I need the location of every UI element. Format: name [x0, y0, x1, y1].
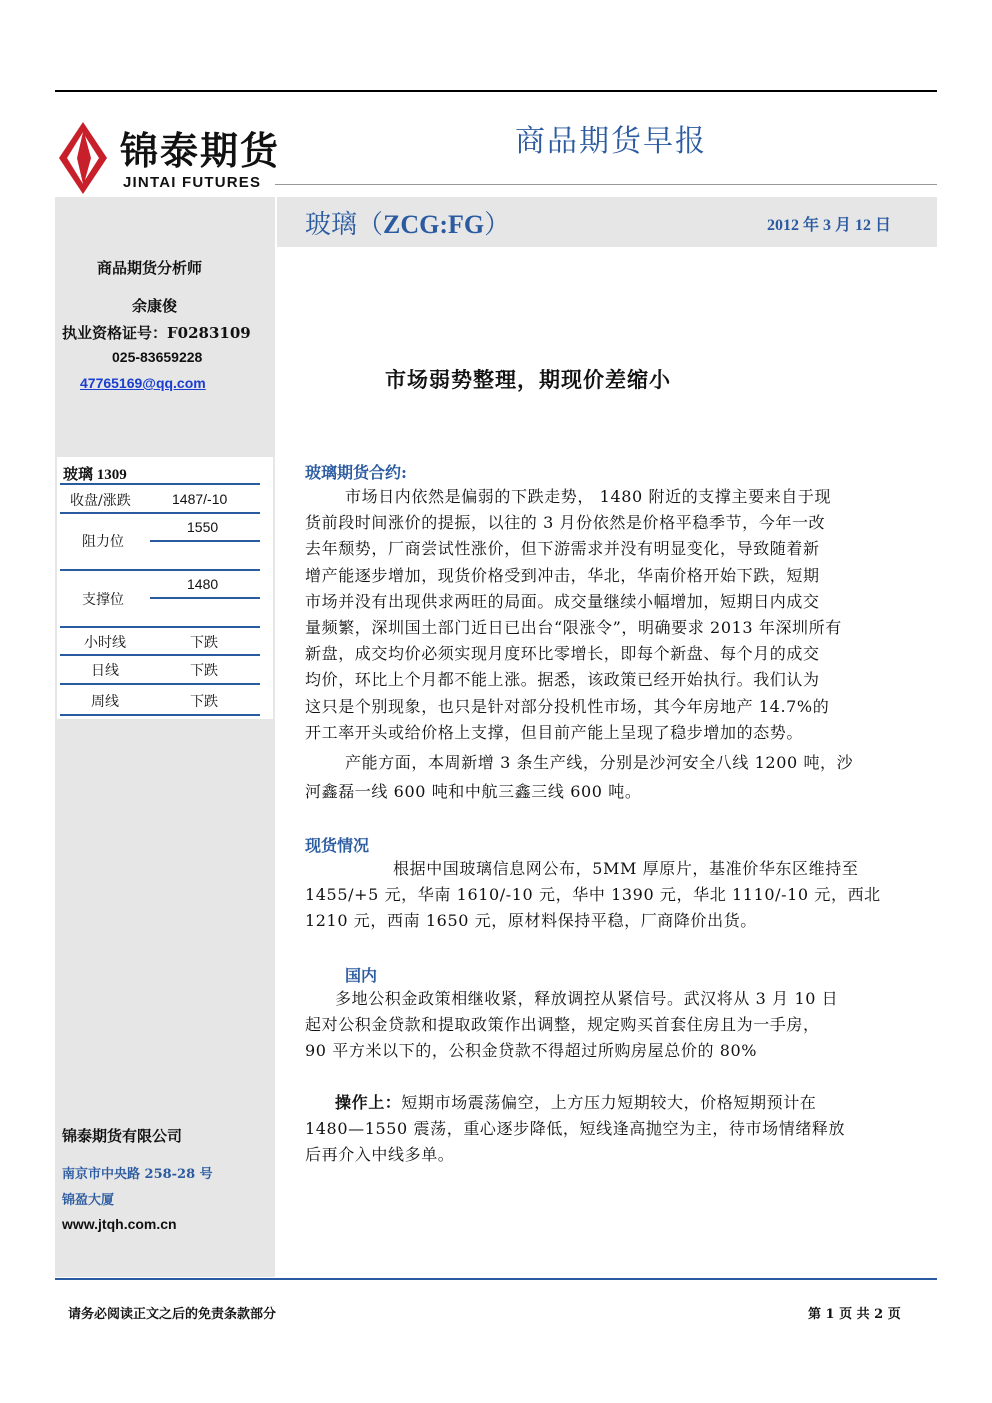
- section-title-contract: 玻璃期货合约:: [305, 463, 407, 482]
- analyst-role: 商品期货分析师: [97, 259, 203, 277]
- company-address-line1: 南京市中央路 258-28 号: [62, 1167, 213, 1182]
- paragraph-line: 去年颓势，厂商尝试性涨价，但下游需求并没有明显变化，导致随着新: [305, 539, 820, 559]
- table-header-rule: [60, 483, 260, 485]
- paragraph-line: 后再介入中线多单。: [305, 1145, 455, 1165]
- table-value-resistance: 1550: [187, 519, 219, 535]
- paragraph-line: 多地公积金政策相继收紧，释放调控从紧信号。武汉将从 3 月 10 日: [335, 989, 839, 1008]
- analyst-name: 余康俊: [132, 297, 178, 315]
- section-contract-paragraph: [305, 484, 930, 746]
- paragraph-line: 1210 元，西南 1650 元，原材料保持平稳，厂商降价出货。: [305, 911, 757, 931]
- table-row-rule: [60, 569, 260, 571]
- footer-rule: [55, 1278, 937, 1280]
- company-name: 锦泰期货有限公司: [62, 1127, 183, 1145]
- paragraph-line: 货前段时间涨价的提振，以往的 3 月份依然是价格平稳季节，今年一改: [305, 513, 826, 533]
- company-website-link[interactable]: www.jtqh.com.cn: [62, 1216, 177, 1232]
- paragraph-line: 均价，环比上个月都不能上涨。据悉，该政策已经开始执行。我们认为: [305, 670, 820, 690]
- paragraph-line: 市场并没有出现供求两旺的局面。成交量继续小幅增加，短期日内成交: [305, 591, 820, 611]
- product-suffix: ）: [484, 210, 511, 240]
- logo-chinese-name: 锦泰期货: [120, 129, 281, 173]
- paragraph-line: 增产能逐步增加，现货价格受到冲击，华北，华南价格开始下跌，短期: [305, 565, 820, 585]
- table-subrule: [150, 597, 260, 599]
- section-title-spot: 现货情况: [305, 836, 370, 855]
- paragraph-line: 这只是个别现象，也只是针对部分投机性市场，其今年房地产 14.7%的: [305, 696, 830, 716]
- table-row-rule: [60, 654, 260, 656]
- table-bottom-rule: [60, 714, 260, 716]
- article-headline: 市场弱势整理，期现价差缩小: [385, 367, 671, 392]
- analyst-phone: 025-83659228: [112, 349, 203, 365]
- section-capacity-paragraph: [305, 748, 930, 806]
- paragraph-line: 根据中国玻璃信息网公布，5MM 厚原片，基准价华东区维持至: [393, 859, 859, 878]
- paragraph-line: 产能方面，本周新增 3 条生产线，分别是沙河安全八线 1200 吨，沙: [345, 753, 854, 772]
- paragraph-line: 90 平方米以下的，公积金贷款不得超过所购房屋总价的 80%: [305, 1041, 758, 1061]
- analyst-license: 执业资格证号：F0283109: [62, 324, 251, 342]
- operation-label: 操作上：: [335, 1093, 402, 1112]
- paragraph-line: 新盘，成交均价必须实现月度环比零增长，即每个新盘、每个月的成交: [305, 644, 820, 664]
- product-name: 玻璃（: [305, 210, 384, 240]
- section-spot-paragraph: [305, 856, 930, 935]
- table-row-rule: [60, 683, 260, 685]
- top-rule: [55, 90, 937, 92]
- table-label-weekly: 周线: [91, 694, 119, 710]
- paragraph-line: 河鑫磊一线 600 吨和中航三鑫三线 600 吨。: [305, 782, 642, 801]
- table-subrule: [150, 540, 260, 542]
- paragraph-line: 量频繁，深圳国土部门近日已出台“限涨令”，明确要求 2013 年深圳所有: [305, 618, 842, 638]
- footer-page-number: 第 1 页 共 2 页: [808, 1307, 901, 1322]
- footer-disclaimer-link[interactable]: 请务必阅读正文之后的免责条款部分: [68, 1307, 277, 1322]
- contract-table-title: 玻璃 1309: [63, 467, 127, 483]
- table-value-close: 1487/-10: [172, 491, 228, 507]
- company-address-line2: 锦盈大厦: [62, 1193, 115, 1208]
- product-code: ZCG:FG: [383, 210, 485, 239]
- report-date: 2012 年 3 月 12 日: [767, 217, 892, 234]
- paragraph-line: [305, 1090, 930, 1116]
- operation-text: 短期市场震荡偏空，上方压力短期较大，价格短期预计在: [401, 1093, 817, 1112]
- analyst-email-link[interactable]: 47765169@qq.com: [80, 375, 206, 391]
- table-value-support: 1480: [187, 576, 219, 592]
- table-label-hourly: 小时线: [84, 635, 126, 651]
- logo-english-name: JINTAI FUTURES: [123, 174, 262, 191]
- header-rule: [275, 184, 937, 185]
- table-value-weekly: 下跌: [190, 694, 218, 710]
- table-value-daily: 下跌: [190, 663, 218, 679]
- paragraph-line: 1480—1550 震荡，重心逐步降低，短线逢高抛空为主，待市场情绪释放: [305, 1119, 846, 1139]
- paragraph-line: 起对公积金贷款和提取政策作出调整，规定购买首套住房且为一手房，: [305, 1015, 820, 1035]
- table-value-hourly: 下跌: [190, 635, 218, 651]
- paragraph-line: 开工率开头或给价格上支撑，但目前产能上呈现了稳步增加的态势。: [305, 722, 804, 742]
- table-row-rule: [60, 626, 260, 628]
- table-label-resistance: 阻力位: [82, 534, 124, 550]
- table-label-close: 收盘/涨跌: [70, 493, 131, 509]
- operation-paragraph: [305, 1090, 930, 1169]
- table-label-daily: 日线: [91, 663, 119, 679]
- product-title: [305, 204, 510, 241]
- paragraph-line: 1455/+5 元，华南 1610/-10 元，华中 1390 元，华北 1110/-10 元，西北: [305, 885, 881, 905]
- table-label-support: 支撑位: [82, 592, 124, 608]
- table-row-rule: [60, 512, 260, 514]
- section-title-domestic: 国内: [345, 966, 378, 985]
- paragraph-line: 市场日内依然是偏弱的下跌走势， 1480 附近的支撑主要来自于现: [345, 487, 832, 506]
- report-title: 商品期货早报: [515, 124, 707, 159]
- section-domestic-paragraph: [305, 986, 930, 1065]
